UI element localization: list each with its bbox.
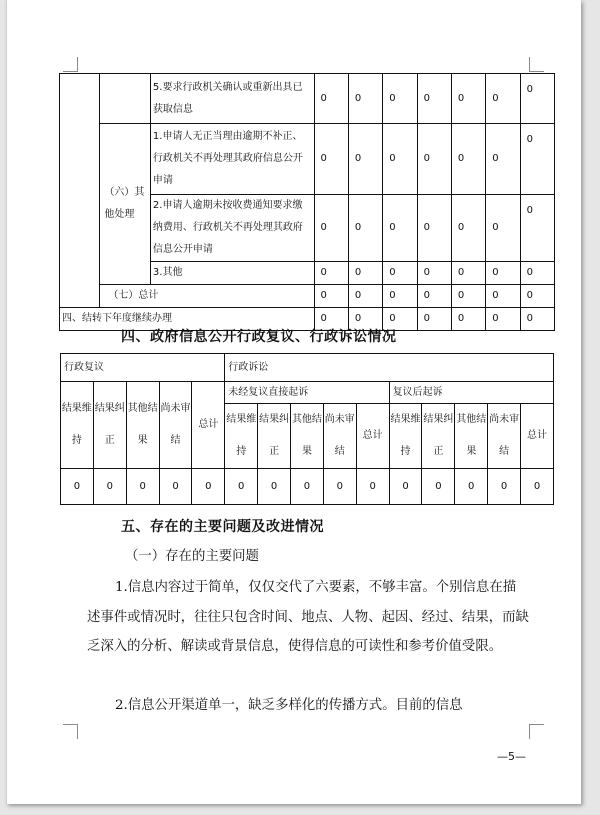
subsection-heading: （一）存在的主要问题 <box>125 549 259 564</box>
column-header: 总计 <box>521 404 554 469</box>
value-cell: 0 <box>417 308 451 331</box>
column-header: 结果纠正 <box>93 382 126 469</box>
value-cell: 0 <box>225 469 258 505</box>
value-cell: 0 <box>417 195 451 262</box>
value-cell: 0 <box>159 469 192 505</box>
column-header: 总计 <box>192 382 225 469</box>
value-cell: 0 <box>383 74 417 124</box>
value-cell: 0 <box>520 195 554 262</box>
value-cell: 0 <box>451 124 485 195</box>
value-cell: 0 <box>314 262 348 285</box>
value-cell: 0 <box>383 308 417 331</box>
blank-cell <box>60 74 100 308</box>
value-cell: 0 <box>486 285 520 308</box>
row-label: 3.其他 <box>150 262 314 285</box>
value-cell: 0 <box>383 195 417 262</box>
column-header: 结果纠正 <box>422 404 455 469</box>
group-label: （六）其他处理 <box>100 124 151 285</box>
value-cell: 0 <box>348 74 382 124</box>
litigation-header: 行政诉讼 <box>225 354 554 382</box>
carry-over-label: 四、结转下年度继续办理 <box>60 308 315 331</box>
section-heading-5: 五、存在的主要问题及改进情况 <box>121 519 324 535</box>
table-row <box>60 124 555 195</box>
blank-cell <box>100 74 151 124</box>
section-heading-4: 四、政府信息公开行政复议、行政诉讼情况 <box>121 329 397 345</box>
value-cell: 0 <box>61 469 94 505</box>
value-cell: 0 <box>520 74 554 124</box>
value-cell: 0 <box>314 285 348 308</box>
value-cell: 0 <box>192 469 225 505</box>
crop-mark-bottom-left <box>63 724 78 739</box>
value-cell: 0 <box>520 308 554 331</box>
paragraph: 2.信息公开渠道单一，缺乏多样化的传播方式。目前的信息 <box>115 698 463 713</box>
table-row <box>60 74 555 124</box>
value-cell: 0 <box>520 262 554 285</box>
value-cell: 0 <box>417 74 451 124</box>
value-cell: 0 <box>291 469 324 505</box>
value-cell: 0 <box>314 74 348 124</box>
value-cell: 0 <box>451 285 485 308</box>
value-cell: 0 <box>451 262 485 285</box>
value-cell: 0 <box>486 74 520 124</box>
column-header: 其他结果 <box>126 382 159 469</box>
value-cell: 0 <box>486 195 520 262</box>
table-row <box>60 285 555 308</box>
column-header: 尚未审结 <box>488 404 521 469</box>
value-cell: 0 <box>417 285 451 308</box>
value-cell: 0 <box>451 308 485 331</box>
value-cell: 0 <box>422 469 455 505</box>
crop-mark-bottom-right <box>529 724 544 739</box>
column-header: 其他结果 <box>455 404 488 469</box>
value-cell: 0 <box>314 308 348 331</box>
column-header: 尚未审结 <box>159 382 192 469</box>
value-cell: 0 <box>356 469 389 505</box>
after-review-suit-header: 复议后起诉 <box>389 382 553 404</box>
value-cell: 0 <box>521 469 554 505</box>
table-row <box>61 354 554 382</box>
value-cell: 0 <box>348 262 382 285</box>
value-cell: 0 <box>389 469 422 505</box>
review-header: 行政复议 <box>61 354 225 382</box>
value-cell: 0 <box>455 469 488 505</box>
value-cell: 0 <box>486 308 520 331</box>
column-header: 总计 <box>356 404 389 469</box>
value-cell: 0 <box>258 469 291 505</box>
value-cell: 0 <box>486 124 520 195</box>
row-label: 5.要求行政机关确认或重新出具已获取信息 <box>150 74 314 124</box>
value-cell: 0 <box>323 469 356 505</box>
value-cell: 0 <box>451 195 485 262</box>
column-header: 结果纠正 <box>258 404 291 469</box>
value-cell: 0 <box>348 195 382 262</box>
column-header: 其他结果 <box>291 404 324 469</box>
table-row <box>61 469 554 505</box>
value-cell: 0 <box>417 262 451 285</box>
value-cell: 0 <box>520 285 554 308</box>
value-cell: 0 <box>488 469 521 505</box>
crop-mark-top-right <box>529 57 544 72</box>
value-cell: 0 <box>486 262 520 285</box>
value-cell: 0 <box>383 124 417 195</box>
document-page <box>6 0 581 804</box>
value-cell: 0 <box>126 469 159 505</box>
table-row <box>61 382 554 404</box>
column-header: 结果维持 <box>225 404 258 469</box>
value-cell: 0 <box>520 124 554 195</box>
page-number: —5— <box>497 750 526 763</box>
value-cell: 0 <box>93 469 126 505</box>
value-cell: 0 <box>383 262 417 285</box>
row-label: 1.申请人无正当理由逾期不补正、行政机关不再处理其政府信息公开申请 <box>150 124 314 195</box>
processing-results-table <box>59 73 555 331</box>
column-header: 结果维持 <box>61 382 94 469</box>
column-header: 结果维持 <box>389 404 422 469</box>
value-cell: 0 <box>314 195 348 262</box>
value-cell: 0 <box>451 74 485 124</box>
column-header: 尚未审结 <box>323 404 356 469</box>
row-label: 2.申请人逾期未按收费通知要求缴纳费用、行政机关不再处理其政府信息公开申请 <box>150 195 314 262</box>
review-litigation-table <box>60 353 554 505</box>
value-cell: 0 <box>348 308 382 331</box>
total-label: （七）总计 <box>100 285 314 308</box>
value-cell: 0 <box>314 124 348 195</box>
direct-suit-header: 未经复议直接起诉 <box>225 382 389 404</box>
crop-mark-top-left <box>63 57 78 72</box>
value-cell: 0 <box>383 285 417 308</box>
value-cell: 0 <box>348 285 382 308</box>
paragraph: 1.信息内容过于简单，仅仅交代了六要素，不够丰富。个别信息在描述事件或情况时，往往只包含时间、地点、人物、起因、经过、结果，而缺乏深入的分析、解读或背景信息，使得信息的可读性和参考价值受限。 <box>87 580 529 654</box>
value-cell: 0 <box>348 124 382 195</box>
value-cell: 0 <box>417 124 451 195</box>
